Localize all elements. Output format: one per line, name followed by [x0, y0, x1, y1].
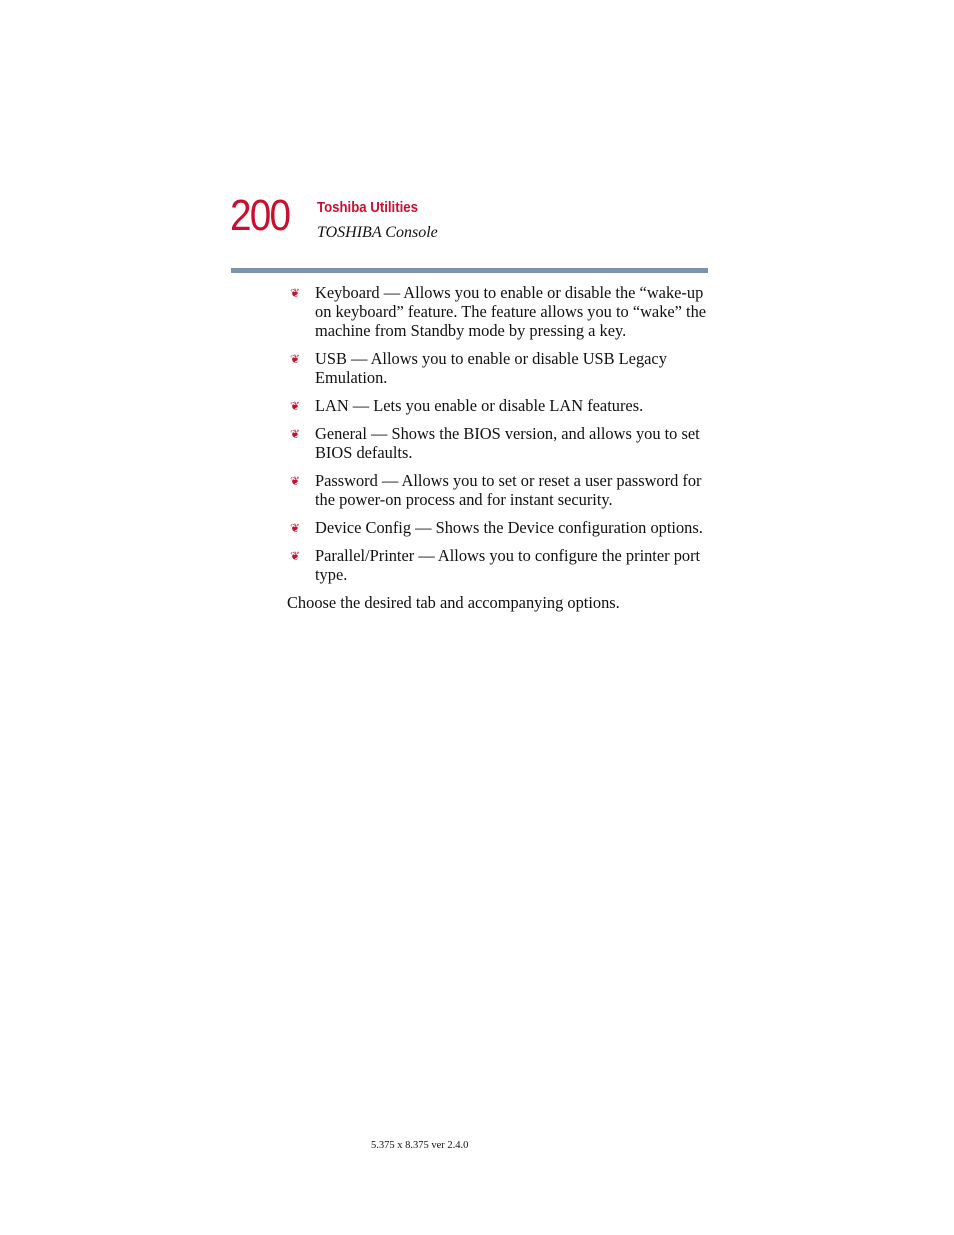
page-content — [287, 284, 712, 613]
diamond-ornament-icon: ❦ — [289, 549, 301, 564]
list-item-text: Keyboard — Allows you to enable or disable the “wake-up on keyboard” feature. The feature allows you to “wake” the machine from Standby mode by pressing a key. — [315, 283, 707, 340]
list-item — [287, 472, 712, 510]
list-item — [287, 519, 712, 538]
list-item-text: LAN — Lets you enable or disable LAN features. — [315, 395, 644, 415]
footer-print-info: 5.375 x 8.375 ver 2.4.0 — [371, 1140, 469, 1151]
diamond-ornament-icon: ❦ — [289, 351, 301, 366]
list-item — [287, 350, 712, 388]
section-title: Toshiba Utilities — [317, 199, 418, 216]
page-number: 200 — [230, 191, 290, 240]
section-subtitle: TOSHIBA Console — [317, 224, 438, 241]
list-item — [287, 547, 712, 585]
list-item — [287, 425, 712, 463]
list-item-text: USB — Allows you to enable or disable USB Legacy Emulation. — [315, 348, 667, 387]
diamond-ornament-icon: ❦ — [289, 286, 301, 300]
closing-paragraph: Choose the desired tab and accompanying options. — [287, 593, 620, 613]
list-item-text: Password — Allows you to set or reset a user password for the power-on process and for instant security. — [315, 470, 702, 509]
list-item-text: General — Shows the BIOS version, and allows you to set BIOS defaults. — [315, 423, 700, 462]
list-item-text: Device Config — Shows the Device configuration options. — [315, 517, 703, 537]
diamond-ornament-icon: ❦ — [289, 398, 301, 413]
list-item-text: Parallel/Printer — Allows you to configure the printer port type. — [315, 546, 701, 584]
list-item — [287, 284, 712, 340]
diamond-ornament-icon: ❦ — [289, 473, 301, 488]
list-item — [287, 397, 712, 416]
diamond-ornament-icon: ❦ — [289, 426, 301, 441]
header-rule — [231, 268, 708, 273]
option-list — [287, 284, 712, 585]
diamond-ornament-icon: ❦ — [289, 520, 301, 535]
